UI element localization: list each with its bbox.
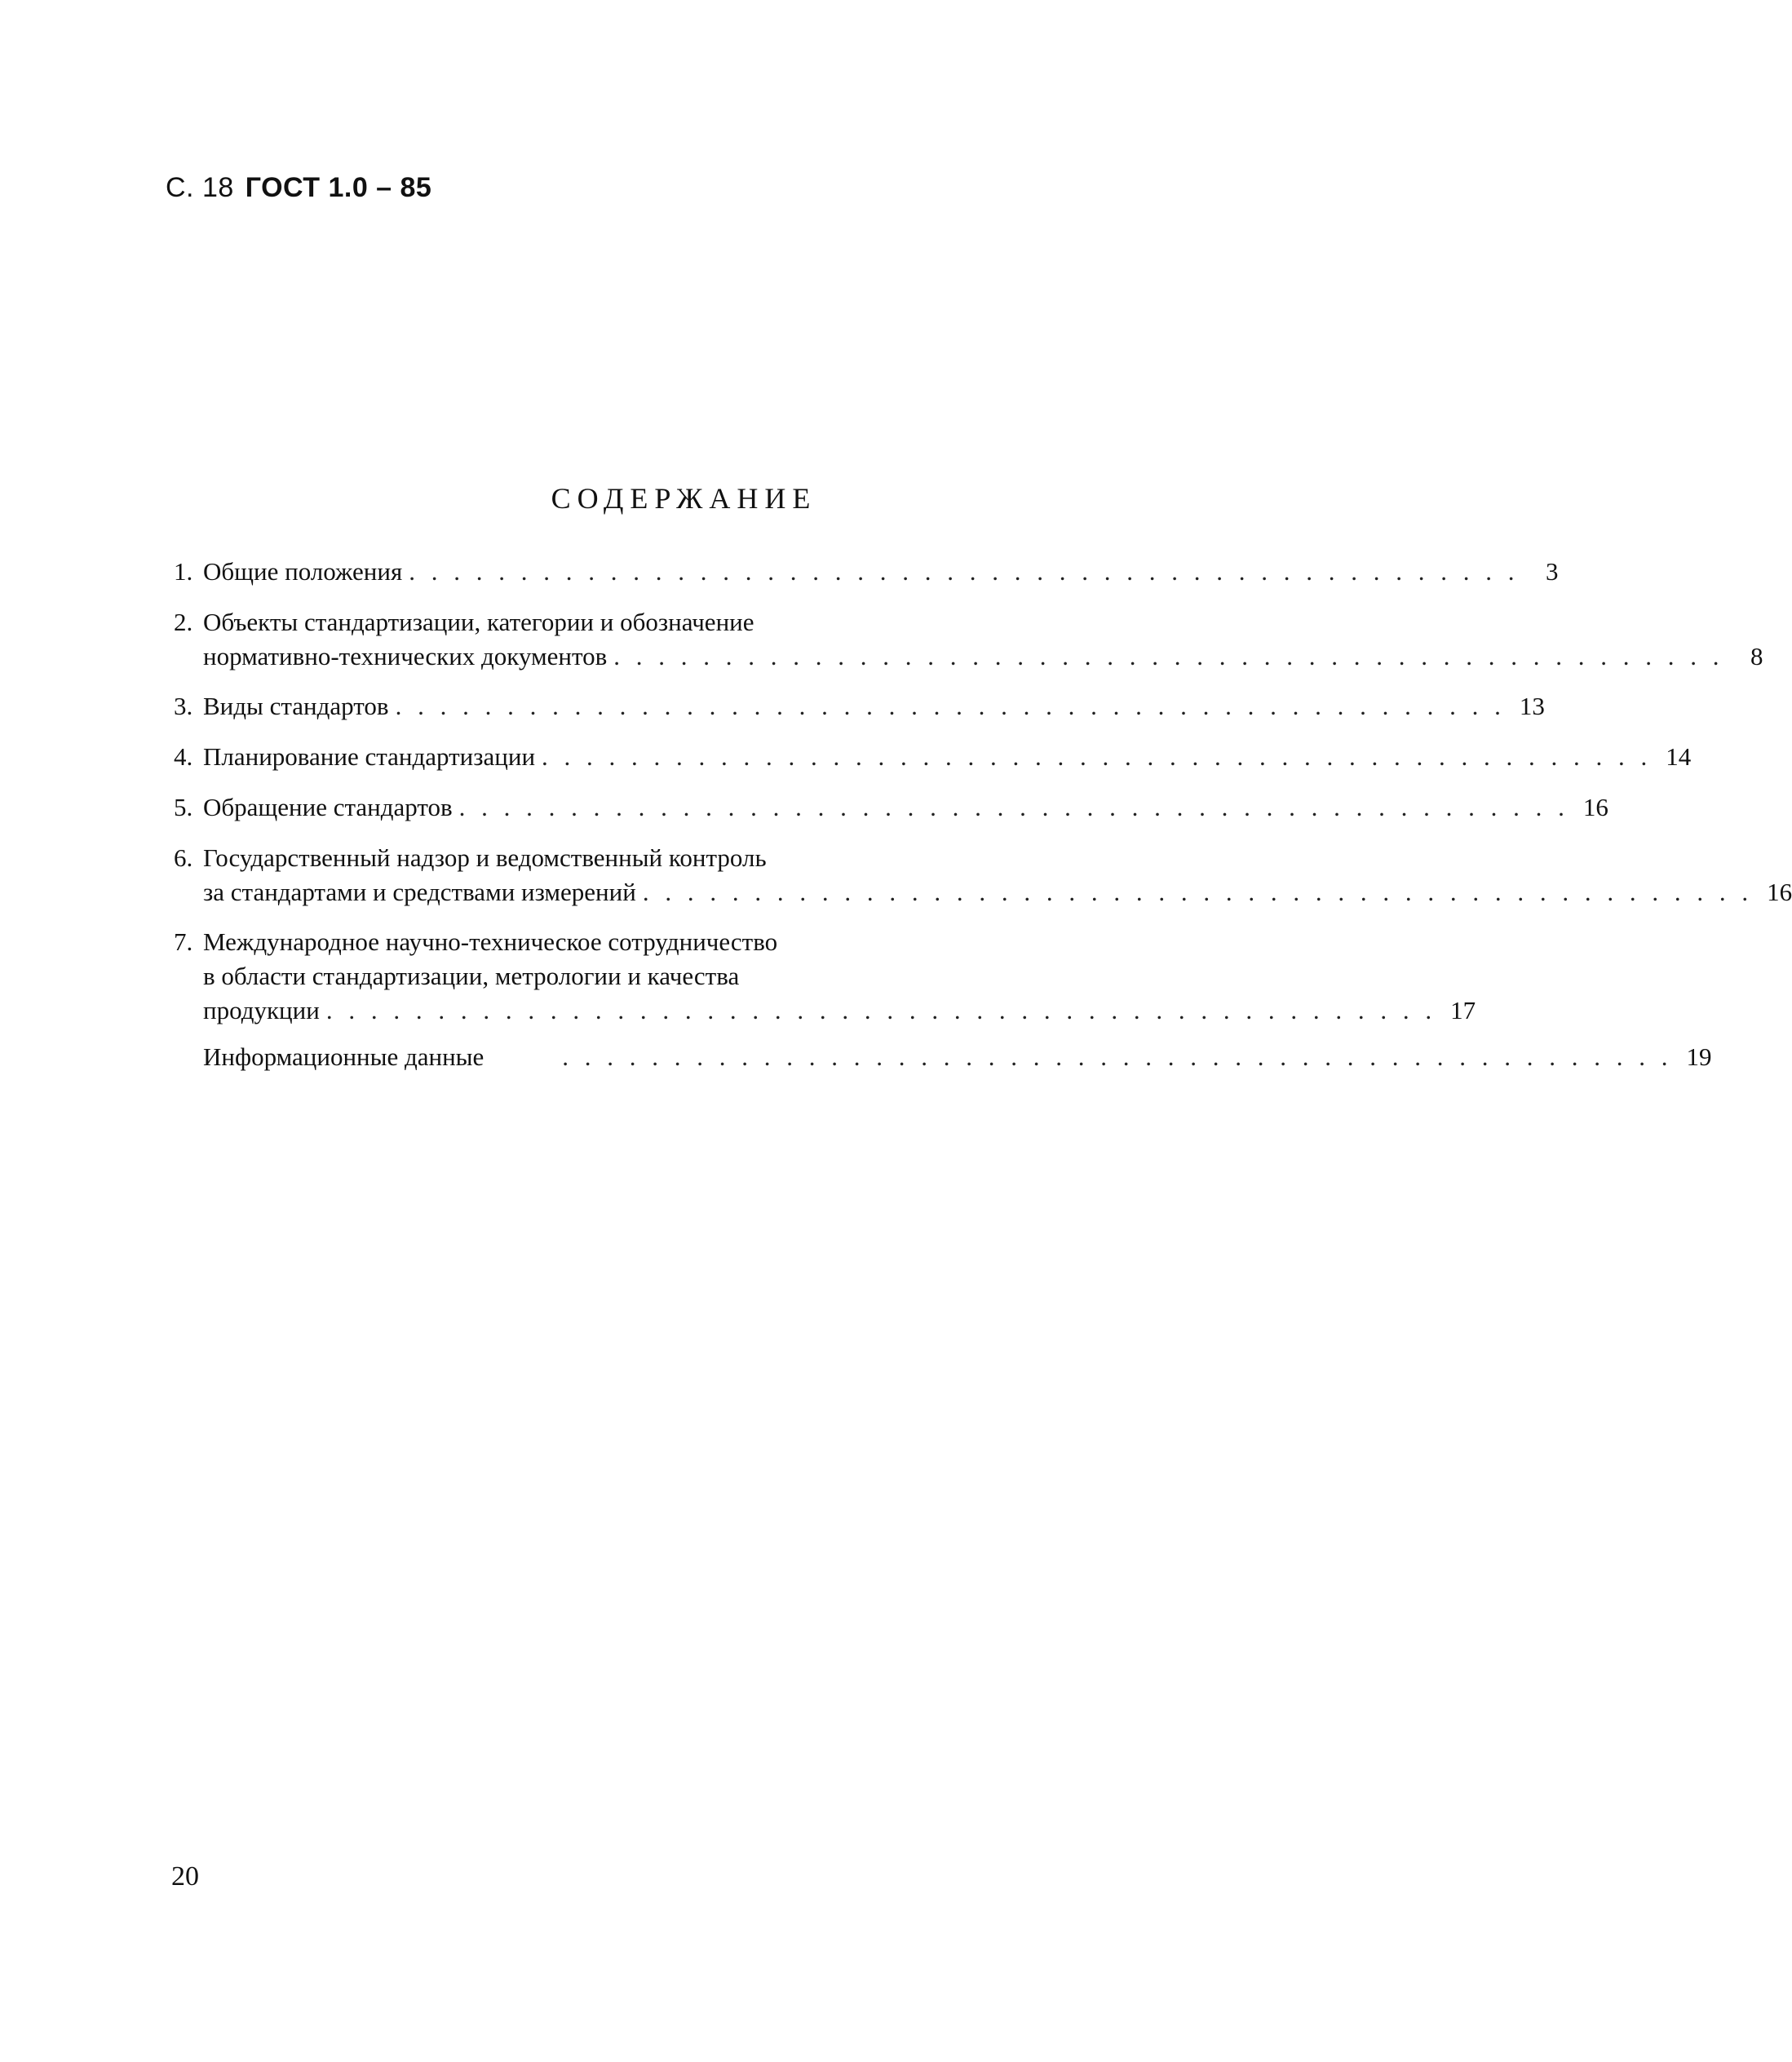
dot-leader: . . . . . . . . . . . . . . . . . . . . . . . . . . . . . . . . . . . . . . . . . . . . . . . . . . <box>325 996 1437 1024</box>
toc-entry <box>174 555 1559 589</box>
toc-entry-text: Обращение стандартов <box>203 793 453 821</box>
toc-entry <box>174 605 1763 674</box>
toc-line <box>174 993 1476 1028</box>
toc-entry-page: 16 <box>1767 878 1792 906</box>
toc-line <box>174 925 1206 959</box>
toc-entry-text: Информационные данные <box>203 1042 485 1071</box>
toc-entry-number: 1. <box>174 557 193 586</box>
dot-leader: . . . . . . . . . . . . . . . . . . . . . . . . . . . . . . . . . . . . . . . . . . . . . . . . . . <box>642 878 1754 906</box>
header-standard-code: ГОСТ 1.0 – 85 <box>245 172 432 203</box>
toc-entry-page: 17 <box>1450 996 1476 1024</box>
header-prefix: С. 18 <box>166 172 234 203</box>
toc-entry-number: 5. <box>174 793 193 821</box>
dot-leader: . . . . . . . . . . . . . . . . . . . . . . . . . . . . . . . . . . . . . . . . . . . . . . . . . . <box>562 1042 1673 1071</box>
toc-entry-text: Государственный надзор и ведомственный контроль <box>203 843 767 872</box>
toc-line <box>174 689 1545 723</box>
footer-page-number: 20 <box>171 1861 199 1892</box>
toc-line <box>174 639 1763 674</box>
toc-line <box>174 605 1206 639</box>
dot-leader: . . . . . . . . . . . . . . . . . . . . . . . . . . . . . . . . . . . . . . . . . . . . . . . . . . <box>542 742 1653 771</box>
toc-entry-page: 16 <box>1582 793 1608 821</box>
toc-entry-text: Виды стандартов <box>203 692 389 720</box>
toc-entry-text: нормативно-технических документов <box>203 642 608 670</box>
toc-entry-text: Общие положения <box>203 557 403 586</box>
toc-line <box>174 790 1608 825</box>
dot-leader: . . . . . . . . . . . . . . . . . . . . . . . . . . . . . . . . . . . . . . . . . . . . . . . . . . <box>395 692 1506 720</box>
dot-leader: . . . . . . . . . . . . . . . . . . . . . . . . . . . . . . . . . . . . . . . . . . . . . . . . . . <box>613 642 1724 670</box>
toc-line <box>174 740 1692 774</box>
toc-entry <box>174 841 1792 909</box>
toc-entry-text: Международное научно-техническое сотрудничество <box>203 927 778 956</box>
page-header <box>166 172 431 204</box>
toc-entry-text: продукции <box>203 996 320 1024</box>
toc-entry-number: 2. <box>174 608 193 636</box>
toc-entry <box>174 1040 1712 1074</box>
toc-entry <box>174 925 1476 1028</box>
toc-entry <box>174 689 1545 723</box>
toc-line <box>174 959 1206 993</box>
toc-entry-number: 4. <box>174 742 193 771</box>
contents-title: СОДЕРЖАНИЕ <box>551 482 817 515</box>
toc-line <box>174 555 1559 589</box>
dot-leader: . . . . . . . . . . . . . . . . . . . . . . . . . . . . . . . . . . . . . . . . . . . . . . . . . . <box>458 793 1569 821</box>
dot-leader: . . . . . . . . . . . . . . . . . . . . . . . . . . . . . . . . . . . . . . . . . . . . . . . . . . <box>409 557 1520 586</box>
toc-entry-page: 13 <box>1519 692 1545 720</box>
toc-entry-page: 8 <box>1750 642 1763 670</box>
toc-entry-number: 7. <box>174 927 193 956</box>
toc-line <box>174 841 1206 875</box>
toc-entry <box>174 790 1608 825</box>
toc-entry <box>174 740 1692 774</box>
toc-entry-text: Планирование стандартизации <box>203 742 536 771</box>
toc-line <box>174 875 1792 909</box>
toc-entry-text: за стандартами и средствами измерений <box>203 878 636 906</box>
toc-entry-number: 3. <box>174 692 193 720</box>
toc-entry-text: Объекты стандартизации, категории и обозначение <box>203 608 754 636</box>
toc-entry-page: 14 <box>1666 742 1692 771</box>
toc-entry-page: 19 <box>1686 1042 1712 1071</box>
toc-entry-number: 6. <box>174 843 193 872</box>
toc-line <box>174 1040 1712 1074</box>
toc-entry-text: в области стандартизации, метрологии и качества <box>203 962 740 990</box>
toc-entry-page: 3 <box>1545 557 1559 586</box>
